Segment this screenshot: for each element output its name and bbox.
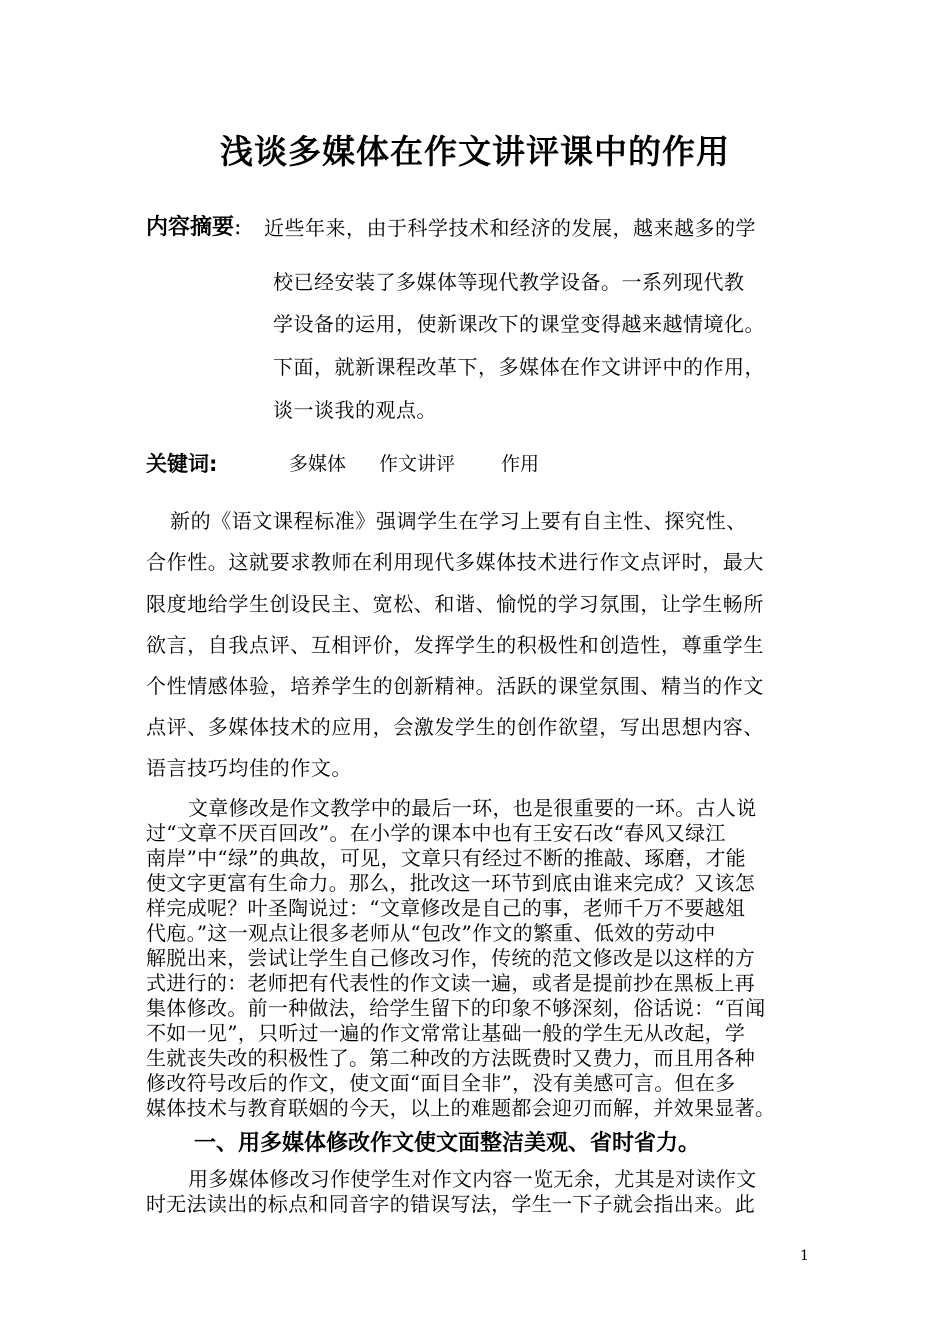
paragraph-line: 文章修改是作文教学中的最后一环，也是很重要的一环。古人说	[188, 796, 757, 820]
paragraph-line: 式进行的：老师把有代表性的作文读一遍，或者是提前抄在黑板上再	[146, 971, 755, 995]
abstract-line: 学设备的运用，使新课改下的课堂变得越来越情境化。	[273, 312, 765, 336]
paragraph-line: 新的《语文课程标准》强调学生在学习上要有自主性、探究性、	[170, 509, 747, 533]
paragraph-line: 使文字更富有生命力。那么，批改这一环节到底由谁来完成？又该怎	[146, 871, 755, 895]
paragraph-line: 个性情感体验，培养学生的创新精神。活跃的课堂氛围、精当的作文	[146, 674, 764, 698]
keyword-item: 作文讲评	[379, 453, 456, 475]
paragraph-line: 时无法读出的标点和同音字的错误写法，学生一下子就会指出来。此	[146, 1192, 755, 1216]
document-title: 浅谈多媒体在作文讲评课中的作用	[220, 132, 730, 171]
paragraph-line: 限度地给学生创设民主、宽松、和谐、愉悦的学习氛围，让学生畅所	[146, 592, 764, 616]
paragraph-line: 南岸”中“绿”的典故，可见，文章只有经过不断的推敲、琢磨，才能	[146, 846, 746, 870]
abstract-label	[146, 210, 241, 241]
paragraph-line: 过“文章不厌百回改”。在小学的课本中也有王安石改“春风又绿江	[146, 821, 726, 845]
paragraph-line: 解脱出来，尝试让学生自己修改习作，传统的范文修改是以这样的方	[146, 946, 755, 970]
abstract-line: 下面，就新课程改革下，多媒体在作文讲评中的作用，	[273, 355, 765, 379]
keyword-item: 作用	[501, 453, 540, 475]
abstract-line: 校已经安装了多媒体等现代教学设备。一系列现代教	[273, 270, 745, 294]
paragraph-line: 媒体技术与教育联姻的今天，以上的难题都会迎刃而解，并效果显著。	[146, 1096, 776, 1120]
abstract-line: 谈一谈我的观点。	[273, 398, 437, 422]
section-heading: 一、用多媒体修改作文使文面整洁美观、省时省力。	[194, 1131, 701, 1156]
paragraph-line: 集体修改。前一种做法，给学生留下的印象不够深刻，俗话说：“百闻	[146, 996, 766, 1020]
paragraph-line: 样完成呢？叶圣陶说过：“文章修改是自己的事，老师千万不要越俎	[146, 896, 746, 920]
paragraph-line: 点评、多媒体技术的应用，会激发学生的创作欲望，写出思想内容、	[146, 715, 764, 739]
abstract-label-text: 内容摘要	[146, 215, 235, 240]
page-number: 1	[800, 1248, 809, 1264]
paragraph-line: 代庖。”这一观点让很多老师从“包改”作文的繁重、低效的劳动中	[146, 921, 716, 945]
abstract-line: 近些年来，由于科学技术和经济的发展，越来越多的学	[264, 216, 756, 240]
paragraph-line: 修改符号改后的作文，使文面“面目全非”，没有美感可言。但在多	[146, 1071, 736, 1095]
keywords-label: 关键词:	[146, 452, 218, 476]
abstract-colon: :	[234, 215, 242, 240]
keyword-item: 多媒体	[289, 453, 347, 475]
paragraph-line: 用多媒体修改习作使学生对作文内容一览无余，尤其是对读作文	[188, 1167, 757, 1191]
paragraph-line: 生就丧失改的积极性了。第二种改的方法既费时又费力，而且用各种	[146, 1046, 755, 1070]
paragraph-line: 不如一见”，只听过一遍的作文常常让基础一般的学生无从改起，学	[146, 1021, 746, 1045]
paragraph-line: 合作性。这就要求教师在利用现代多媒体技术进行作文点评时，最大	[146, 550, 764, 574]
paragraph-line: 语言技巧均佳的作文。	[146, 756, 352, 780]
paragraph-line: 欲言，自我点评、互相评价，发挥学生的积极性和创造性，尊重学生	[146, 633, 764, 657]
